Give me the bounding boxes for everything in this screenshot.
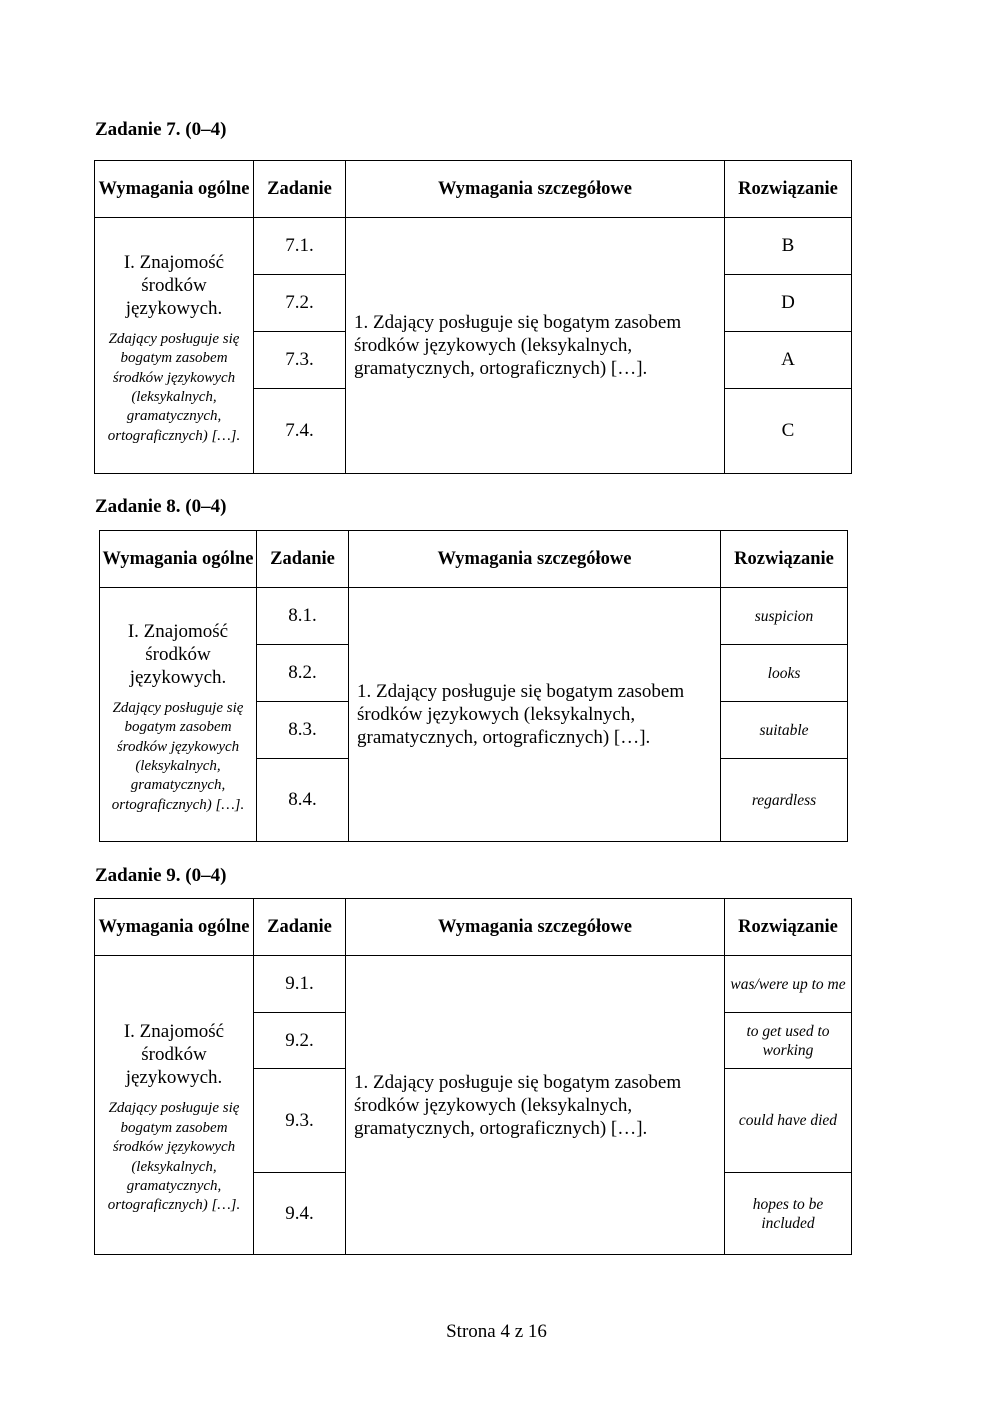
task-number: 7.4.: [254, 389, 346, 474]
solution: A: [725, 332, 852, 389]
task-number: 9.4.: [254, 1173, 346, 1255]
header-task: Zadanie: [254, 161, 346, 218]
task-9-heading: Zadanie 9. (0–4): [95, 865, 227, 886]
header-task: Zadanie: [257, 531, 349, 588]
solution: to get used to working: [725, 1013, 852, 1069]
task-7-heading: Zadanie 7. (0–4): [95, 119, 227, 140]
task-number: 7.1.: [254, 218, 346, 275]
header-general: Wymagania ogólne: [95, 161, 254, 218]
header-solution: Rozwiązanie: [725, 899, 852, 956]
task-number: 9.1.: [254, 956, 346, 1013]
detailed-requirements: 1. Zdający posługuje się bogatym zasobem środków językowych (leksykalnych, gramatycznych, ortograficznych) […].: [349, 588, 721, 842]
general-requirement-description: Zdający posługuje się bogatym zasobem środków językowych (leksykalnych, gramatycznych, ortograficznych) […].: [107, 330, 241, 444]
task-number: 8.2.: [257, 645, 349, 702]
general-requirement-main: I. Znajomość środków językowych.: [123, 1021, 225, 1089]
general-requirement-description: Zdający posługuje się bogatym zasobem środków językowych (leksykalnych, gramatycznych, ortograficznych) […].: [111, 699, 245, 813]
task-number: 8.1.: [257, 588, 349, 645]
general-requirements: [95, 956, 254, 1255]
header-task: Zadanie: [254, 899, 346, 956]
task-number: 8.4.: [257, 759, 349, 842]
header-solution: Rozwiązanie: [721, 531, 848, 588]
header-general: Wymagania ogólne: [95, 899, 254, 956]
solution: looks: [721, 645, 848, 702]
solution: regardless: [721, 759, 848, 842]
general-requirement-description: Zdający posługuje się bogatym zasobem środków językowych (leksykalnych, gramatycznych, ortograficznych) […].: [107, 1100, 241, 1214]
detailed-requirements: 1. Zdający posługuje się bogatym zasobem środków językowych (leksykalnych, gramatycznych, ortograficznych) […].: [346, 218, 725, 474]
header-solution: Rozwiązanie: [725, 161, 852, 218]
task-number: 7.3.: [254, 332, 346, 389]
solution: suitable: [721, 702, 848, 759]
general-requirement-main: I. Znajomość środków językowych.: [123, 251, 225, 319]
header-general: Wymagania ogólne: [100, 531, 257, 588]
task-7-table: [94, 160, 852, 474]
general-requirements: [95, 218, 254, 474]
header-detail: Wymagania szczegółowe: [346, 899, 725, 956]
task-number: 9.2.: [254, 1013, 346, 1069]
solution: suspicion: [721, 588, 848, 645]
task-8-table: [99, 530, 848, 842]
general-requirements: [100, 588, 257, 842]
header-detail: Wymagania szczegółowe: [349, 531, 721, 588]
page-number: Strona 4 z 16: [446, 1321, 547, 1342]
task-9-table: [94, 898, 852, 1255]
task-number: 7.2.: [254, 275, 346, 332]
task-number: 9.3.: [254, 1069, 346, 1173]
solution: was/were up to me: [725, 956, 852, 1013]
detailed-requirements: 1. Zdający posługuje się bogatym zasobem środków językowych (leksykalnych, gramatycznych, ortograficznych) […].: [346, 956, 725, 1255]
solution: B: [725, 218, 852, 275]
solution: D: [725, 275, 852, 332]
task-8-heading: Zadanie 8. (0–4): [95, 496, 227, 517]
solution: could have died: [725, 1069, 852, 1173]
solution: hopes to be included: [725, 1173, 852, 1255]
header-detail: Wymagania szczegółowe: [346, 161, 725, 218]
task-number: 8.3.: [257, 702, 349, 759]
general-requirement-main: I. Znajomość środków językowych.: [127, 620, 229, 688]
solution: C: [725, 389, 852, 474]
